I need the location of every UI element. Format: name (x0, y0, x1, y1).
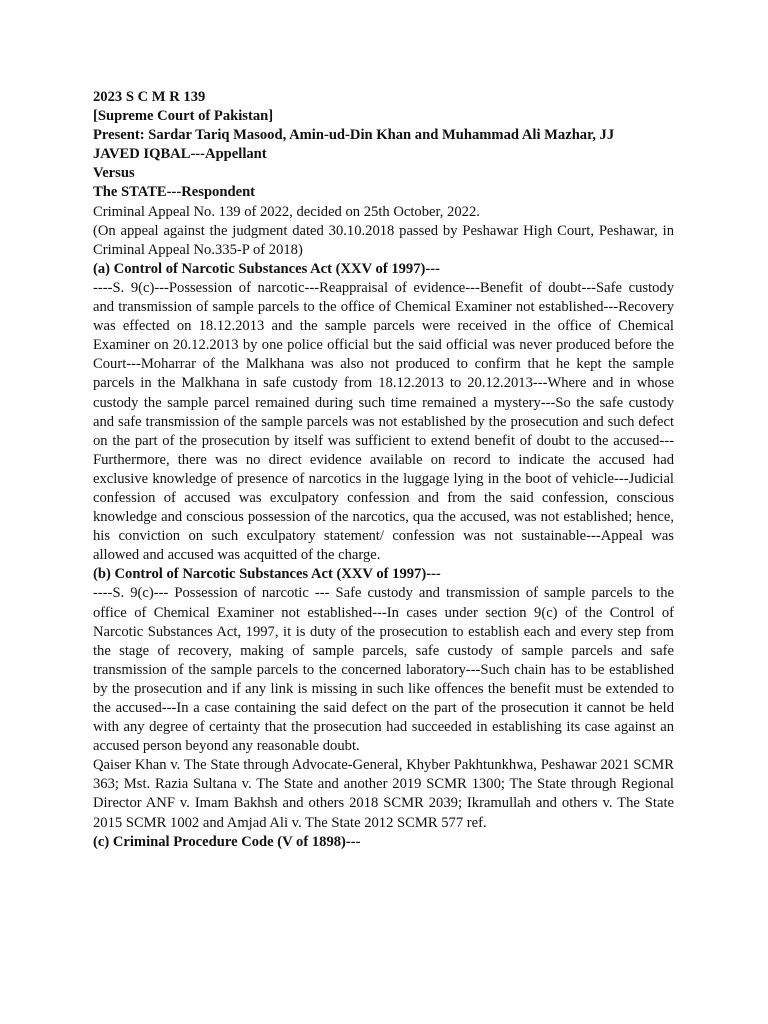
headnote-b-heading: (b) Control of Narcotic Substances Act (XXV of 1997)--- (93, 566, 441, 583)
headnote-a-heading: (a) Control of Narcotic Substances Act (XXV of 1997)--- (93, 260, 440, 277)
headnote-c-heading: (c) Criminal Procedure Code (V of 1898)--- (93, 833, 361, 850)
headnote-b-references: Qaiser Khan v. The State through Advocate-General, Khyber Pakhtunkhwa, Peshawar 2021 SCMR 363; Mst. Razia Sultana v. The State and another 2019 SCMR 1300; The State through Regional Director ANF v. Imam Bakhsh and others 2018 SCMR 2039; Ikramullah and others v. The State 2015 SCMR 1002 and Amjad Ali v. The State 2012 SCMR 577 ref. (93, 757, 674, 831)
respondent: The STATE---Respondent (93, 184, 256, 201)
on-appeal-note: (On appeal against the judgment dated 30.10.2018 passed by Peshawar High Court, Peshawar, in Criminal Appeal No.335-P of 2018) (93, 222, 674, 258)
appeal-number: Criminal Appeal No. 139 of 2022, decided on 25th October, 2022. (93, 203, 480, 220)
court-name: [Supreme Court of Pakistan] (93, 108, 274, 125)
citation: 2023 S C M R 139 (93, 89, 206, 105)
versus: Versus (93, 165, 135, 182)
headnote-a-body: ----S. 9(c)---Possession of narcotic---Reappraisal of evidence---Benefit of doubt---Safe custody and transmission of sample parcels to the office of Chemical Examiner not established---Recovery was effected on 18.12.2013 and the sample parcels were received in the office of Chemical Examiner on 20.12.2013 by one police official but the said official was never produced before the Court---Moharrar of the Malkhana was also not produced to confirm that he kept the sample parcels in the Malkhana in safe custody from 18.12.2013 to 20.12.2013---Where and in whose custody the sample parcel remained during such time remained a mystery---So the safe custody and safe transmission of the sample parcels was not established by the prosecution and such defect on the part of the prosecution by itself was sufficient to extend benefit of doubt to the accused---Furthermore, there was no direct evidence available on record to indicate the accused had exclusive knowledge of presence of narcotics in the luggage lying in the boot of vehicle---Judicial confession of accused was exculpatory confession and from the said confession, conscious knowledge and conscious possession of the narcotics, qua the accused, was not established; hence, his conviction on such exculpatory statement/ confession was not sustainable---Appeal was allowed and accused was acquitted of the charge. (93, 279, 674, 564)
document-page (93, 88, 674, 852)
headnote-b-body: ----S. 9(c)--- Possession of narcotic --- Safe custody and transmission of sample parcels to the office of Chemical Examiner not established---In cases under section 9(c) of the Control of Narcotic Substances Act, 1997, it is duty of the prosecution to establish each and every step from the stage of recovery, making of sample parcels, safe custody of sample parcels and safe transmission of the sample parcels to the concerned laboratory---Such chain has to be established by the prosecution and if any link is missing in such like offences the benefit must be extended to the accused---In a case containing the said defect on the part of the prosecution it cannot be held with any degree of certainty that the prosecution had succeeded in establishing its case against an accused person beyond any reasonable doubt. (93, 585, 674, 755)
bench-present: Present: Sardar Tariq Masood, Amin-ud-Din Khan and Muhammad Ali Mazhar, JJ (93, 127, 615, 144)
appellant: JAVED IQBAL---Appellant (93, 146, 267, 163)
